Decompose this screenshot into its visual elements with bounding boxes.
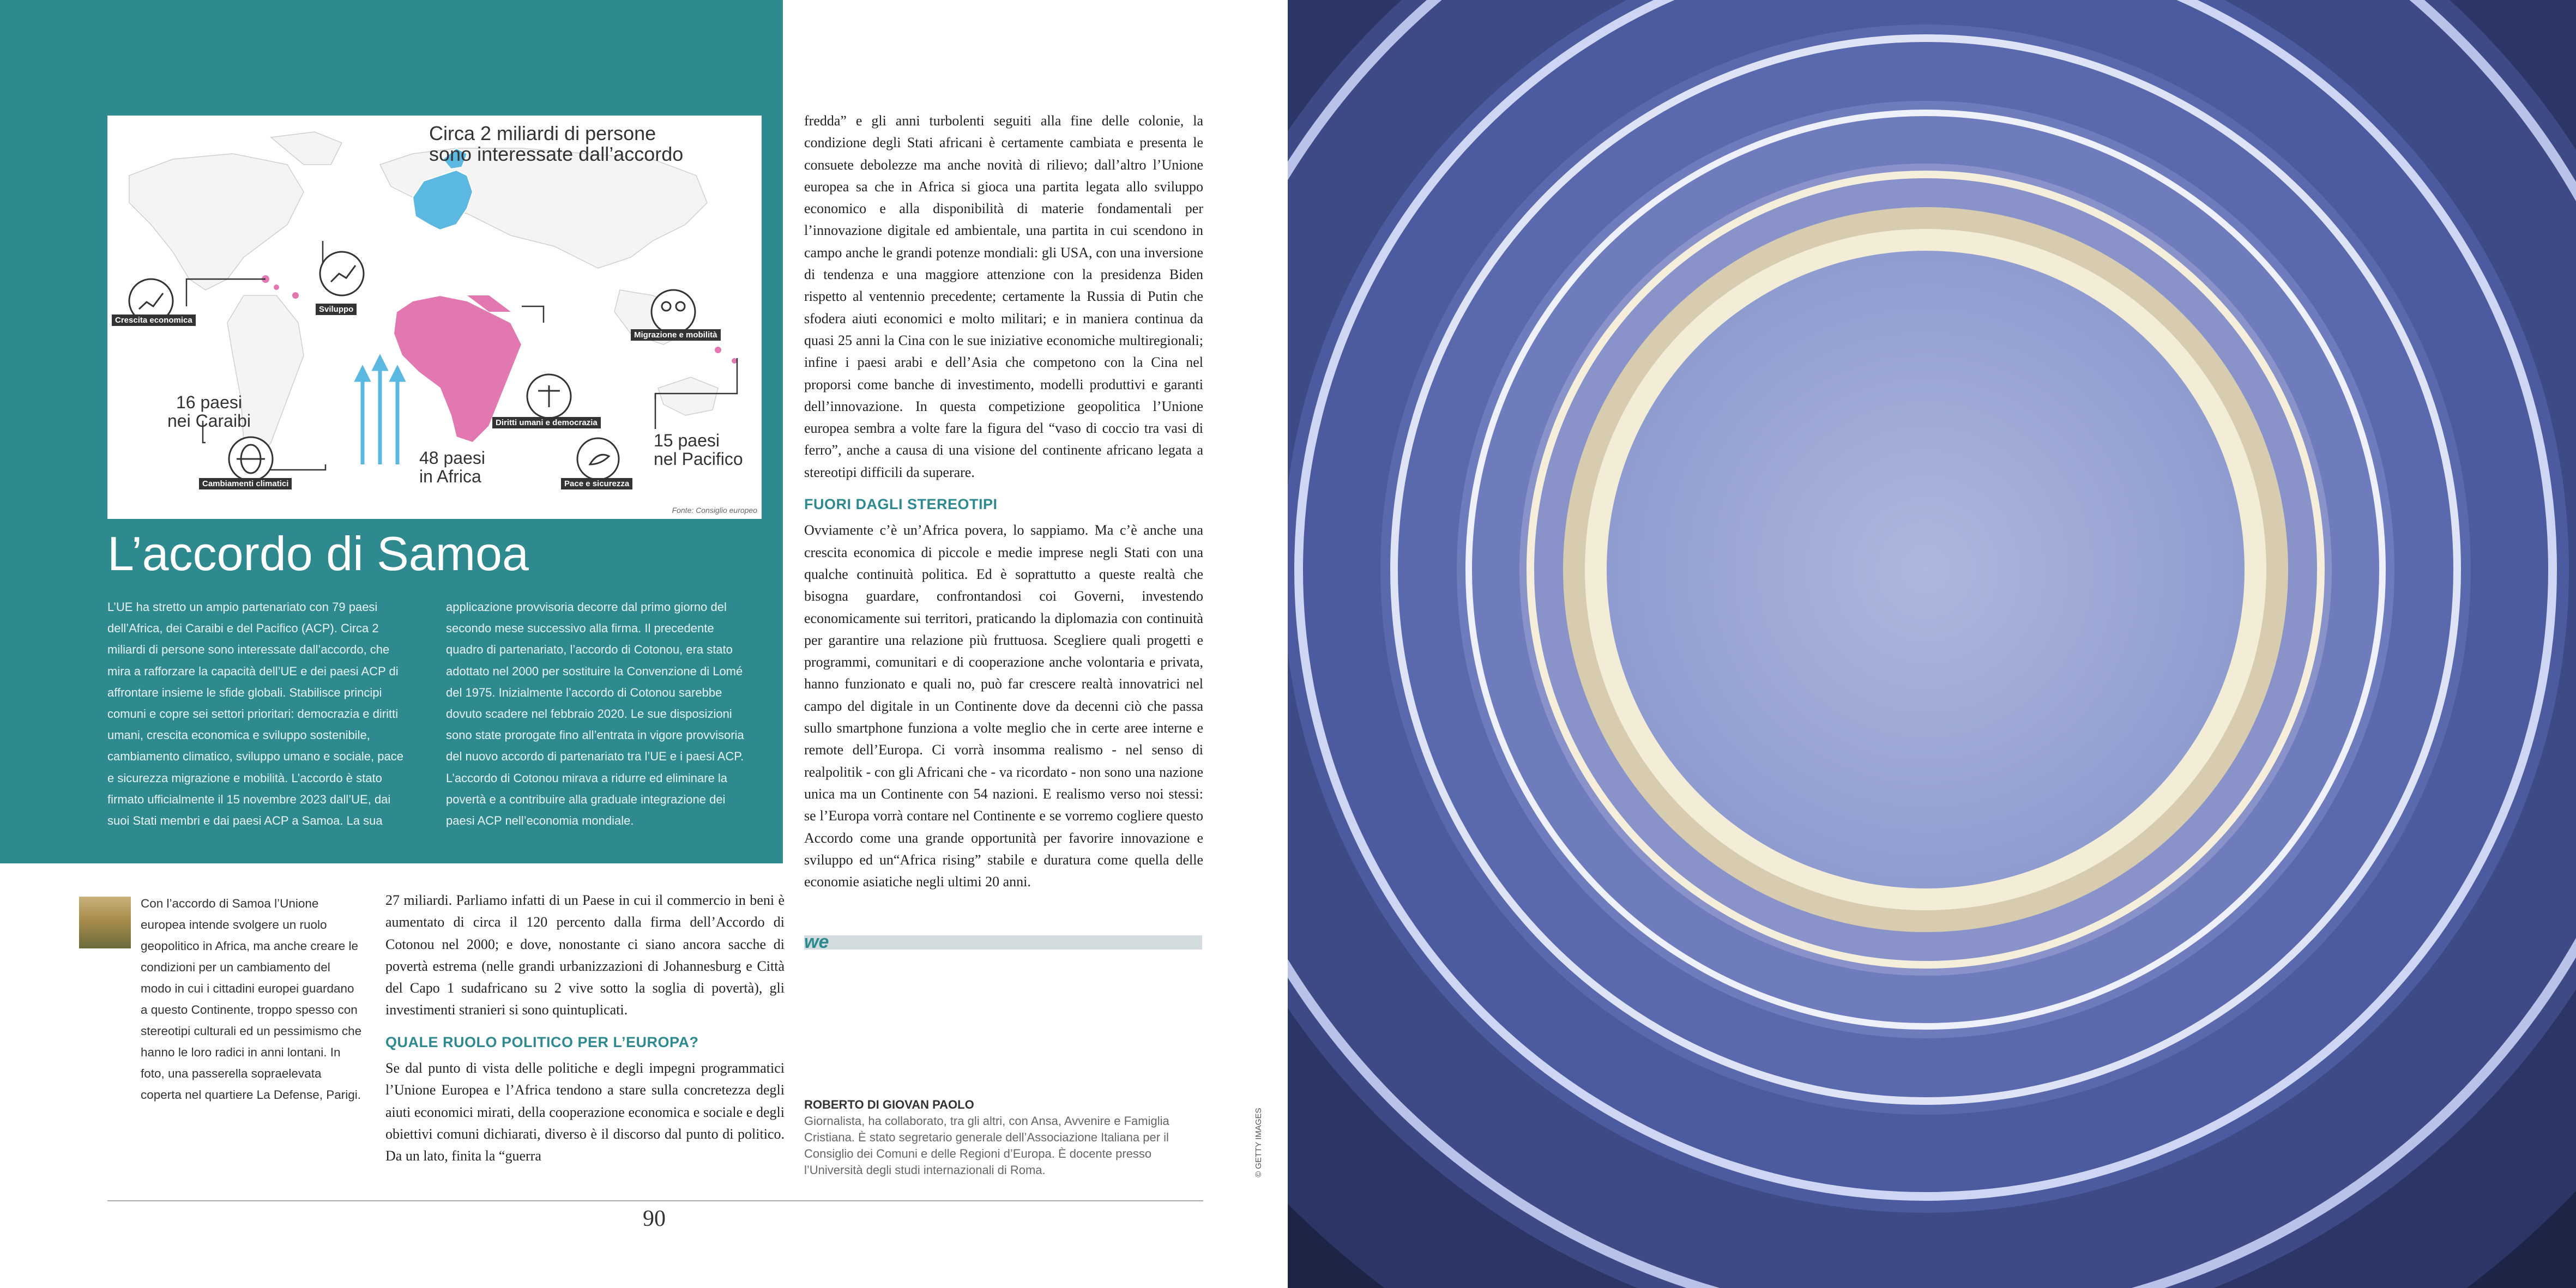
chart-up-icon [320,252,364,295]
tag-crescita-economica: Crescita economica [112,315,196,326]
footer-rule [107,1200,1203,1201]
we-logo: we [804,932,829,952]
label-africa-line1: 48 paesi [419,448,485,468]
body-paragraph: fredda” e gli anni turbolenti seguiti alla fine delle colonie, la condizione degli Stati africani è certamente cambiata e presenta le consuete debolezze ma anche novità di rilievo; dall’altro l’Unione europea sa che in Africa si gioca una partita legata allo sviluppo economico e alla disponibilità di materie fondamentali per l’innovazione digitale ed ambientale, una partita in cui scendono in campo anche le grandi potenze mondiali: gli USA, con una inversione di tendenza e una maggiore attenzione con la presidenza Biden rispetto al ventennio precedente; certamente la Russia di Putin che sfodera aiuti economici e molto militari; e in maniera continua da quasi 25 anni la Cina con le sue iniziative economiche multiregionali; infine i paesi arabi e dell’Asia che competono con la Cina nel proporsi come banche di investimento, modelli produttivi e garanti dell’innovazione. In questa competizione geopolitica l’Unione europea sembra a volte fare la figura del “vaso di coccio tra vasi di ferro”, anche a causa di una visione del continente africano legata a stereotipi difficili da superare. [804,113,1203,480]
intro-column-1: L’UE ha stretto un ampio partenariato con 79 paesi dell’Africa, dei Caraibi e del Pacifico (ACP). Circa 2 miliardi di persone sono interessate dall’accordo, che mira a rafforzare la capacità dell’UE e dei paesi ACP di affrontare insieme le sfide globali. Stabilisce principi comuni e copre sei settori prioritari: democrazia e diritti umani, crescita economica e sviluppo sostenibile, cambiamento climatico, sviluppo umano e sociale, pace e sicurezza migrazione e mobilità. L’accordo è stato firmato ufficialmente il 15 novembre 2023 dall’UE, dai suoi Stati membri e dai paesi ACP a Samoa. La sua [107,600,403,828]
label-pacifico [654,432,743,468]
tag-sviluppo: Sviluppo [316,304,357,315]
end-bar [804,935,1202,950]
body-paragraph: Se dal punto di vista delle politiche e degli impegni programmatici l’Unione Europea e l’Africa tendono a stare sulla concretezza degli aiuti economici mirati, della cooperazione economica e sociale e degli obiettivi comuni dichiarati, diverso è il discorso dal punto di politico. Da un lato, finita la “guerra [385,1060,785,1164]
author-box [804,1097,1197,1178]
label-africa [419,449,485,486]
label-pacifico-line1: 15 paesi [654,431,720,450]
page-number: 90 [643,1206,666,1231]
body-column-1 [385,890,785,1168]
people-icon [651,290,695,334]
dove-icon [577,438,619,480]
body-paragraph: Ovviamente c’è un’Africa povera, lo sappiamo. Ma c’è anche una crescita economica di piccole e medie imprese negli Stati con una qualche continuità politica. Ed è soprattutto a queste realtà che bisogna guardare, confrontandosi coi Governi, investendo economicamente sui territori, praticando la diplomazia con continuità per garantire una relazione più fruttuosa. Scegliere quali progetti e programmi, comunitari e di cooperazione anche volontaria e privata, hanno funzionato e quali no, può far crescere realtà innovatrici nel campo del digitale in un Continente dove da decenni ciò che passa sullo smartphone funziona a volte meglio che in certe aree interne e remote dell’Europa. Ci vorrà insomma realismo - nel senso di realpolitik - con gli Africani che - va ricordato - non sono una nazione unica ma un Continente con 54 nazioni. E realismo verso noi stessi: se l’Europa vorrà contare nel Continente e se vorremo cogliere questo Accordo come una grande opportunità per favorire innovazione e sviluppo ed un“Africa rising” stabile e duratura come quella delle economie asiatiche negli ultimi 20 anni. [804,522,1203,890]
map-source: Fonte: Consiglio europeo [672,506,757,515]
photo-credit: © GETTY IMAGES [1254,1108,1263,1177]
tag-diritti-umani: Diritti umani e democrazia [492,417,601,428]
walkway-photo [1288,0,2576,1288]
tag-migrazione-mobilita: Migrazione e mobilità [631,329,721,341]
map-headline [429,123,683,165]
label-africa-line2: in Africa [419,466,481,486]
body-paragraph: 27 miliardi. Parliamo infatti di un Paese in cui il commercio in beni è aumentato di circa il 120 percento dalla firma dell’Accordo di Cotonou nel 2000; e dove, nonostante ci siano ancora sacche di povertà estrema (nelle grandi urbanizzazioni di Johannesburg e Città del Capo 1 sudafricano su 2 vive sotto la soglia di povertà), gli investimenti stranieri si sono quintuplicati. [385,892,785,1018]
author-name: ROBERTO DI GIOVAN PAOLO [804,1098,974,1111]
tag-pace-sicurezza: Pace e sicurezza [561,478,632,489]
photo-caption: Con l’accordo di Samoa l’Unione europea intende svolgere un ruolo geopolitico in Africa, ma anche creare le condizioni per un cambiamento del modo in cui i cittadini europei guardano a questo Continente, troppo spesso con stereotipi culturali ed un pessimismo che hanno le loro radici in anni lontani. In foto, una passerella sopraelevata coperta nel quartiere La Defense, Parigi. [141,897,362,1102]
map-headline-line2: sono interessate dall’accordo [429,142,684,165]
author-bio: Giornalista, ha collaborato, tra gli altri, con Ansa, Avvenire e Famiglia Cristiana. È stato segretario generale dell’Associazione Italiana per il Consiglio dei Comuni e delle Regioni d’Europa. È docente presso l’Università degli studi internazionali di Roma. [804,1114,1169,1177]
pacific-marker [732,358,737,364]
world-map-infographic [107,116,762,519]
pacific-marker [715,347,721,353]
body-column-2 [804,110,1203,893]
caribbean-marker [274,285,279,290]
concentric-rings-graphic [1288,0,2576,1288]
map-headline-line1: Circa 2 miliardi di persone [429,122,656,144]
label-caraibi-line1: 16 paesi [176,392,242,412]
label-caraibi-line2: nei Caraibi [167,410,251,431]
caption-thumbnail [79,897,131,948]
page-title: L’accordo di Samoa [107,527,529,580]
intro-column-2: applicazione provvisoria decorre dal primo giorno del secondo mese successivo alla firma. Il precedente quadro di partenariato, l’accordo di Cotonou, era stato adottato nel 2000 per sostituire la Convenzione di Lomé del 1975. Inizialmente l’accordo di Cotonou sarebbe dovuto scadere nel febbraio 2020. Le sue disposizioni sono state prorogate fino all’entrata in vigore provvisoria del nuovo accordo di partenariato tra l’UE e i paesi ACP. L’accordo di Cotonou mirava a ridurre ed eliminare la povertà e a contribuire alla graduale integrazione dei paesi ACP nell’economia mondiale. [446,600,744,828]
subheading-stereotipi: FUORI DAGLI STEREOTIPI [804,496,998,513]
label-caraibi [167,394,251,430]
subheading-ruolo-politico: QUALE RUOLO POLITICO PER L’EUROPA? [385,1033,699,1050]
tag-cambiamenti-climatici: Cambiamenti climatici [199,478,292,489]
caribbean-marker [292,292,299,299]
label-pacifico-line2: nel Pacifico [654,449,743,469]
arrows-graphic [357,358,403,464]
